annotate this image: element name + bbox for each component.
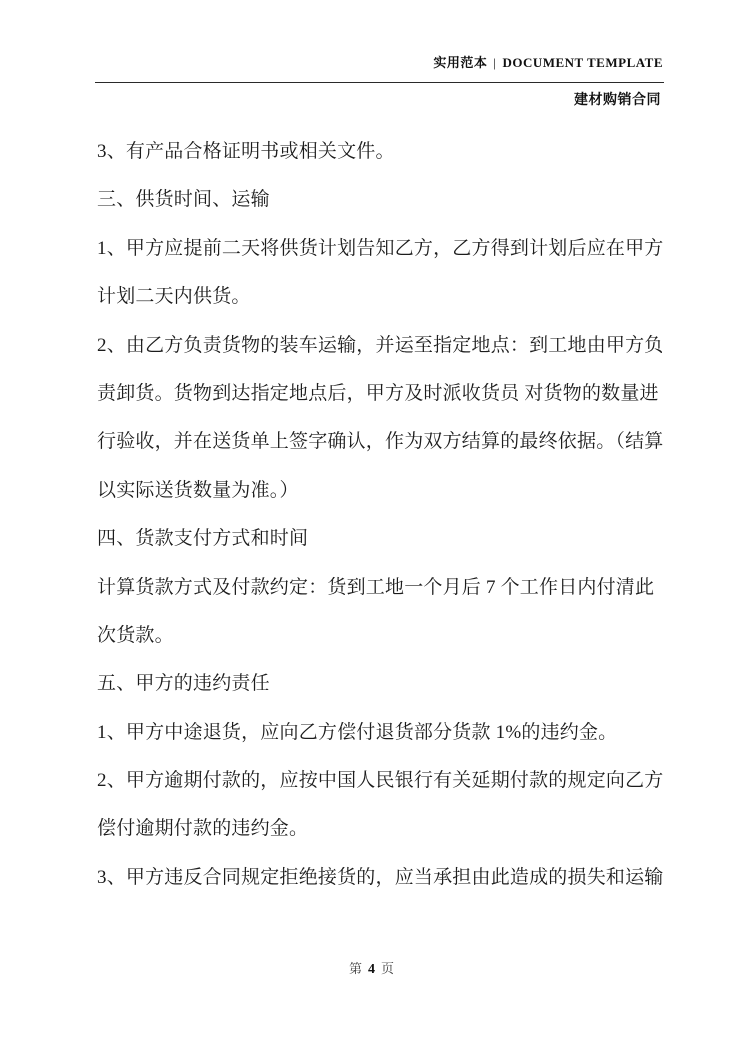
document-line: 1、甲方中途退货，应向乙方偿付退货部分货款 1%的违约金。 [97, 721, 618, 743]
footer-page-number: 4 [368, 962, 376, 977]
document-line-section-heading: 三、供货时间、运输 [97, 189, 270, 211]
document-line: 次货款。 [97, 624, 174, 646]
document-line: 2、甲方逾期付款的，应按中国人民银行有关延期付款的规定向乙方 [97, 770, 664, 792]
document-title: 建材购销合同 [574, 93, 661, 108]
footer-page-prefix: 第 [348, 961, 363, 976]
document-line: 3、甲方违反合同规定拒绝接货的，应当承担由此造成的损失和运输 [97, 866, 664, 888]
document-line-section-heading: 五、甲方的违约责任 [97, 673, 270, 695]
document-line-section-heading: 四、货款支付方式和时间 [97, 528, 309, 550]
document-line: 以实际送货数量为准。） [97, 479, 299, 501]
page-footer [0, 958, 744, 978]
document-line: 行验收，并在送货单上签字确认，作为双方结算的最终依据。（结算 [97, 431, 664, 453]
document-line: 偿付逾期付款的违约金。 [97, 818, 309, 840]
header-separator: | [493, 55, 497, 70]
header-brand-en: DOCUMENT TEMPLATE [502, 55, 663, 70]
header-brand-cn: 实用范本 [433, 55, 488, 70]
document-line: 责卸货。货物到达指定地点后，甲方及时派收货员 对货物的数量进 [97, 382, 659, 404]
footer-page-suffix: 页 [381, 961, 396, 976]
document-body [97, 128, 669, 902]
document-line: 1、甲方应提前二天将供货计划告知乙方，乙方得到计划后应在甲方 [97, 237, 664, 259]
page-header-brand [433, 52, 663, 71]
header-divider [95, 82, 664, 83]
document-line: 计划二天内供货。 [97, 286, 251, 308]
document-line: 3、有产品合格证明书或相关文件。 [97, 141, 395, 162]
document-line: 2、由乙方负责货物的装车运输，并运至指定地点：到工地由甲方负 [97, 334, 664, 356]
document-line: 计算货款方式及付款约定：货到工地一个月后 7 个工作日内付清此 [97, 576, 655, 598]
